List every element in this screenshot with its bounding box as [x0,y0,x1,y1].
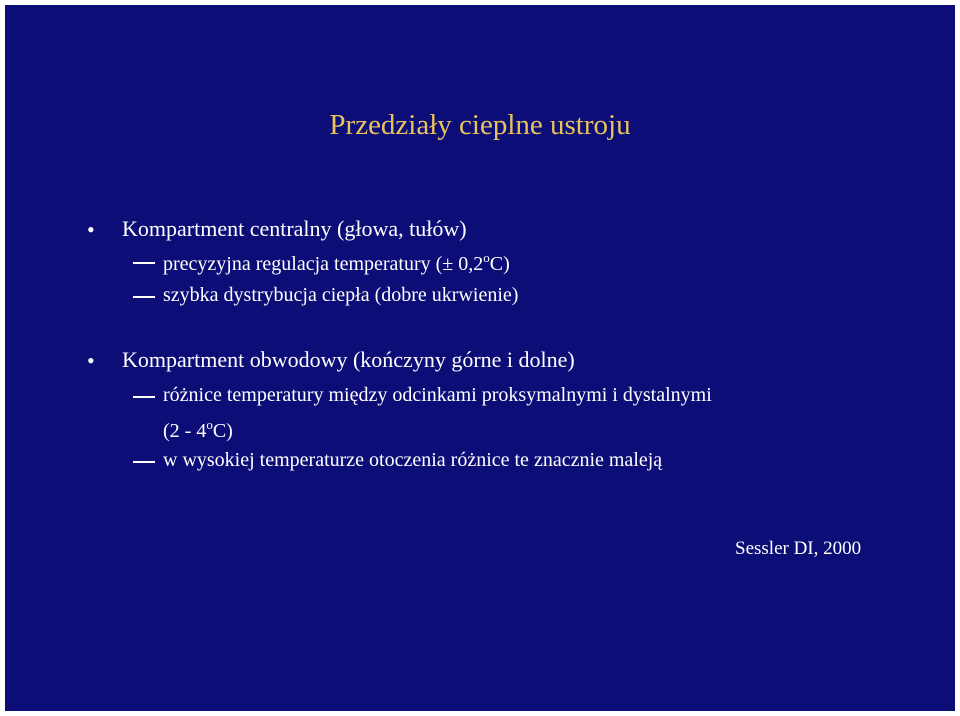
citation: Sessler DI, 2000 [735,538,862,559]
list-item-text: (2 - 4 [163,420,207,442]
list-item-text: C) [212,420,233,442]
bullet-icon: • [87,348,95,373]
dash-icon [133,461,155,463]
list-item-text: precyzyjna regulacja temperatury (± 0,2 [163,253,484,275]
list-item-high-ambient: w wysokiej temperaturze otoczenia różnice te znacznie maleją [163,449,663,471]
section-heading-central: Kompartment centralny (głowa, tułów) [122,216,467,241]
superscript-degree: o [206,417,213,432]
slide [5,5,955,711]
bullet-icon: • [87,217,95,242]
list-item-precise-regulation [163,250,510,276]
section-heading-peripheral: Kompartment obwodowy (kończyny górne i dolne) [122,347,575,372]
list-item-temperature-differences: różnice temperatury między odcinkami proksymalnymi i dystalnymi [163,384,712,406]
dash-icon [133,262,155,264]
list-item-text: C) [489,253,510,275]
list-item-fast-distribution: szybka dystrybucja ciepła (dobre ukrwienie) [163,284,519,306]
list-item-temperature-range [163,417,233,443]
superscript-degree: o [483,250,490,265]
dash-icon [133,396,155,398]
dash-icon [133,296,155,298]
slide-title: Przedziały cieplne ustroju [329,109,631,141]
